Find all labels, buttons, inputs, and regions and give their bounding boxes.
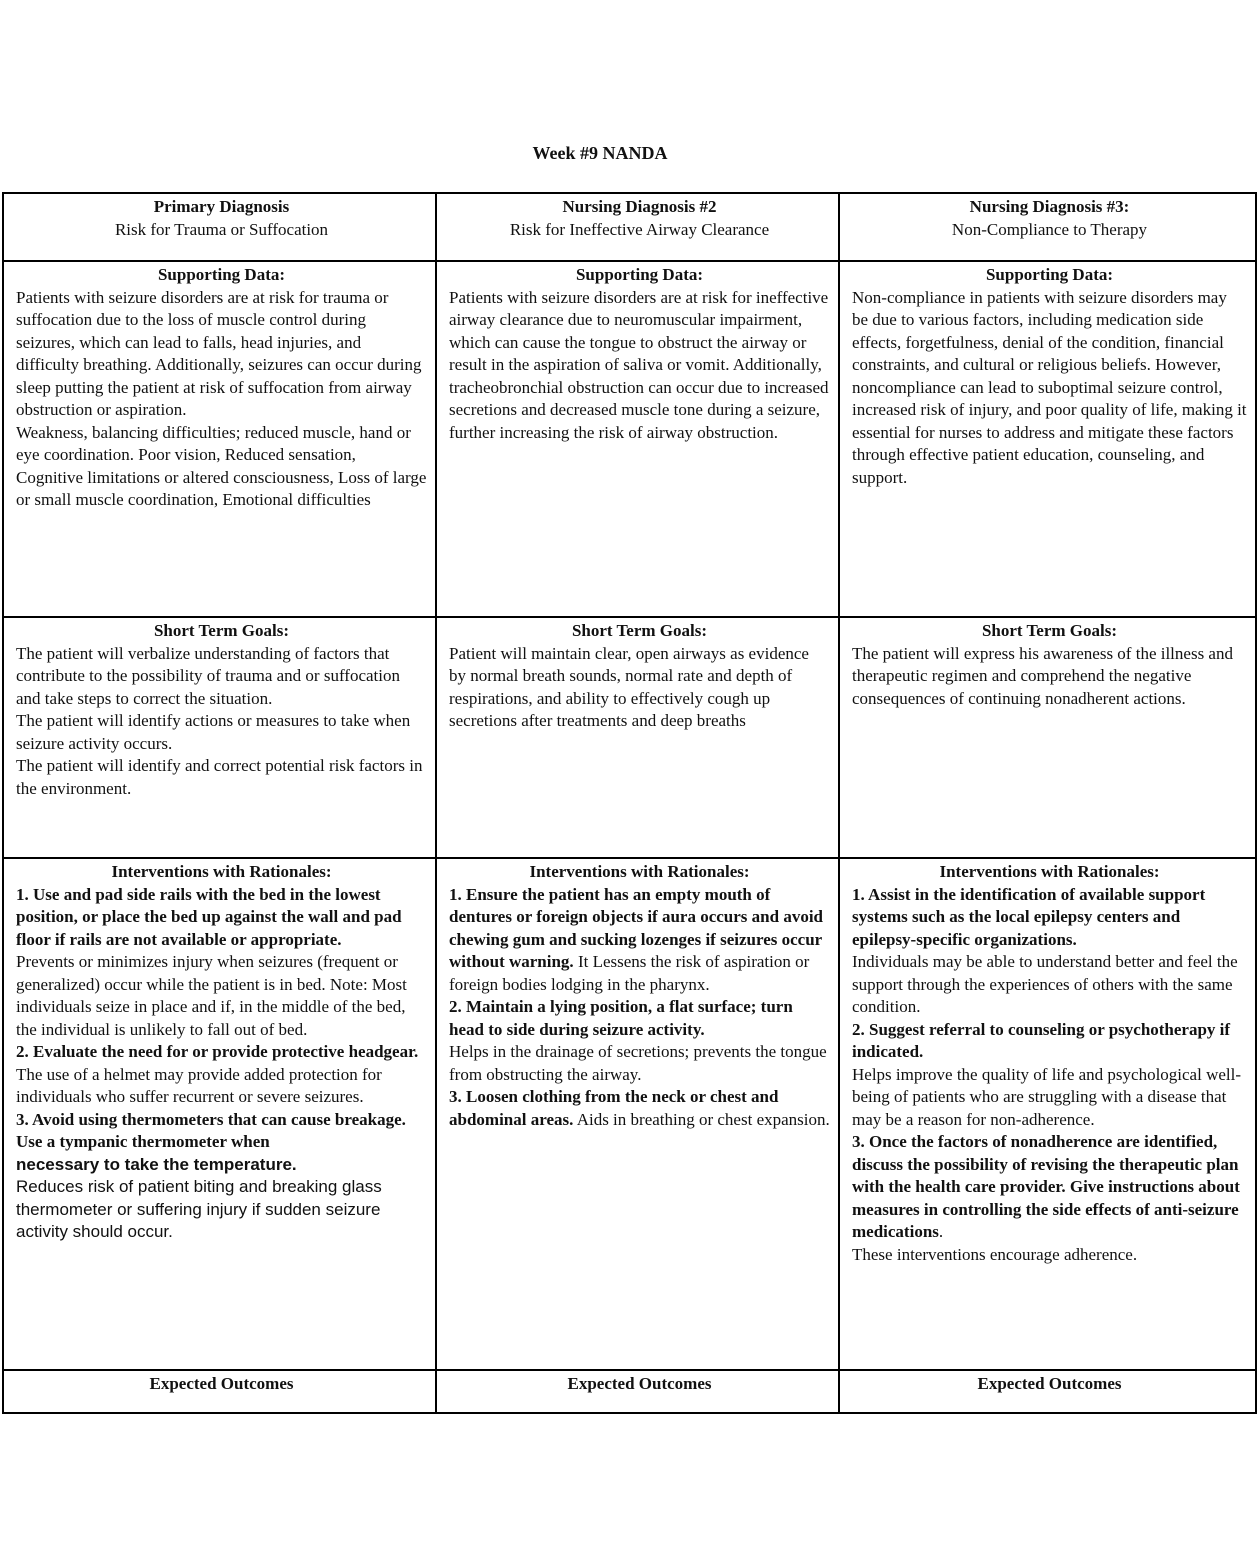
cell-heading: Short Term Goals: (981, 621, 1118, 640)
cell-heading: Short Term Goals: (571, 621, 708, 640)
intervention-item (449, 884, 830, 997)
intervention-item: 3. Once the factors of nonadherence are identified, discuss the possibility of revising the therapeutic plan with the health care provider. Give instructions about measures in controlling the side effects of anti-seizure medications. (852, 1132, 1240, 1241)
supporting-data-cell (436, 261, 839, 617)
diagnosis-row (3, 193, 1256, 261)
intervention-statement: 1. Assist in the identification of available support systems such as the local epilepsy centers and epilepsy-specific organizations. (852, 884, 1206, 949)
short-term-goals-cell (839, 617, 1256, 858)
intervention-statement: 2. Evaluate the need for or provide protective headgear. (16, 1042, 419, 1061)
intervention-statement-continued: necessary to take the temperature. (16, 1154, 297, 1174)
rationale-text: Individuals may be able to understand better and feel the support through the experiences of others with the same condition. (852, 952, 1238, 1016)
cell-heading: Supporting Data: (575, 265, 704, 284)
diagnosis-text: Risk for Trauma or Suffocation (114, 219, 329, 239)
rationale-text: These interventions encourage adherence. (852, 1244, 1138, 1264)
intervention-statement: 2. Maintain a lying position, a flat surface; turn head to side during seizure activity. (449, 997, 793, 1039)
cell-heading: Primary Diagnosis (153, 197, 290, 216)
rationale-text: Prevents or minimizes injury when seizures (frequent or generalized) occur while the patient is in bed. Note: Most individuals seize in place and if, in the middle of the bed, the individual is unlikely to fall out of bed. (16, 952, 407, 1039)
expected-outcomes-cell (436, 1370, 839, 1413)
nursing-diagnosis-2-cell (436, 193, 839, 261)
short-term-goals-cell (3, 617, 436, 858)
cell-heading: Nursing Diagnosis #2 (562, 197, 717, 216)
interventions-cell (436, 858, 839, 1370)
paragraph: The patient will express his awareness of the illness and therapeutic regimen and comprehend the negative consequences of continuing nonadherent actions. (852, 643, 1233, 708)
diagnosis-text: Non-Compliance to Therapy (951, 219, 1148, 239)
supporting-data-cell (839, 261, 1256, 617)
supporting-data-cell (3, 261, 436, 617)
cell-heading: Interventions with Rationales: (529, 862, 750, 881)
interventions-cell (839, 858, 1256, 1370)
rationale-text: Aids in breathing or chest expansion. (576, 1109, 830, 1129)
cell-heading: Expected Outcomes (149, 1374, 294, 1393)
short-term-goals-cell (436, 617, 839, 858)
cell-heading: Expected Outcomes (567, 1374, 712, 1393)
nanda-table (2, 192, 1257, 1414)
intervention-statement: 1. Use and pad side rails with the bed in the lowest position, or place the bed up against the wall and pad floor if rails are not available or appropriate. (16, 884, 402, 949)
cell-heading: Interventions with Rationales: (111, 862, 332, 881)
diagnosis-text: Risk for Ineffective Airway Clearance (509, 219, 770, 239)
cell-heading: Interventions with Rationales: (939, 862, 1160, 881)
intervention-statement: 3. Avoid using thermometers that can cause breakage. Use a tympanic thermometer when (16, 1109, 406, 1151)
interventions-cell (3, 858, 436, 1370)
intervention-statement: 1. Ensure the patient has an empty mouth of dentures or foreign objects if aura occurs and avoid chewing gum and sucking lozenges if seizures occur without warning. (449, 884, 823, 971)
rationale-text: Helps improve the quality of life and psychological well-being of patients who are struggling with a disease that may be a reason for non-adherence. (852, 1064, 1242, 1129)
paragraph: Patients with seizure disorders are at risk for ineffective airway clearance due to neuromuscular impairment, which can cause the tongue to obstruct the airway or result in the aspiration of saliva or vomit. Additionally, tracheobronchial obstruction can occur due to increased secretions and decreased muscle tone during a seizure, further increasing the risk of airway obstruction. (449, 287, 829, 442)
paragraph: The patient will identify actions or measures to take when seizure activity occurs. (16, 711, 411, 753)
intervention-item (449, 1086, 830, 1131)
primary-diagnosis-cell (3, 193, 436, 261)
intervention-statement: 2. Suggest referral to counseling or psychotherapy if indicated. (852, 1019, 1231, 1061)
cell-heading: Supporting Data: (985, 265, 1114, 284)
paragraph: Patients with seizure disorders are at risk for trauma or suffocation due to the loss of muscle control during seizures, which can lead to falls, head injuries, and difficulty breathing. Additionally, seizures can occur during sleep putting the patient at risk of suffocation from airway obstruction or aspiration. (16, 287, 422, 419)
expected-outcomes-row (3, 1370, 1256, 1413)
expected-outcomes-cell (3, 1370, 436, 1413)
supporting-data-row (3, 261, 1256, 617)
interventions-row (3, 858, 1256, 1370)
paragraph: Non-compliance in patients with seizure disorders may be due to various factors, including medication side effects, forgetfulness, denial of the condition, financial constraints, and cultural or religious beliefs. However, noncompliance can lead to suboptimal seizure control, increased risk of injury, and poor quality of life, making it essential for nurses to address and mitigate these factors through effective patient education, counseling, and support. (852, 287, 1247, 487)
cell-heading: Supporting Data: (157, 265, 286, 284)
intervention-statement: 3. Once the factors of nonadherence are identified, discuss the possibility of revising the therapeutic plan with the health care provider. Give instructions about measures in controlling the side effects of anti-seizure medications (852, 1132, 1240, 1241)
paragraph: Patient will maintain clear, open airways as evidence by normal breath sounds, normal rate and depth of respirations, and ability to effectively cough up secretions after treatments and deep breaths (449, 643, 809, 730)
rationale-text: The use of a helmet may provide added protection for individuals who suffer recurrent or severe seizures. (16, 1064, 382, 1106)
intervention-statement: 3. Loosen clothing from the neck or chest and abdominal areas. (449, 1087, 779, 1129)
cell-heading: Expected Outcomes (977, 1374, 1122, 1393)
nursing-diagnosis-3-cell (839, 193, 1256, 261)
paragraph: The patient will verbalize understanding of factors that contribute to the possibility of trauma and or suffocation and take steps to correct the situation. (16, 643, 400, 708)
page-title: Week #9 NANDA (532, 143, 668, 163)
paragraph: The patient will identify and correct potential risk factors in the environment. (16, 756, 423, 798)
rationale-text: Reduces risk of patient biting and breaking glass thermometer or suffering injury if sudden seizure activity should occur. (16, 1177, 382, 1241)
expected-outcomes-cell (839, 1370, 1256, 1413)
rationale-text: It Lessens the risk of aspiration or foreign bodies lodging in the pharynx. (449, 952, 810, 994)
short-term-goals-row (3, 617, 1256, 858)
cell-heading: Short Term Goals: (153, 621, 290, 640)
paragraph: Weakness, balancing difficulties; reduced muscle, hand or eye coordination. Poor vision, Reduced sensation, Cognitive limitations or altered consciousness, Loss of large or small muscle coordination, Emotional difficulties (16, 422, 427, 509)
cell-heading: Nursing Diagnosis #3: (969, 197, 1130, 216)
rationale-text: Helps in the drainage of secretions; prevents the tongue from obstructing the airway. (449, 1042, 827, 1084)
